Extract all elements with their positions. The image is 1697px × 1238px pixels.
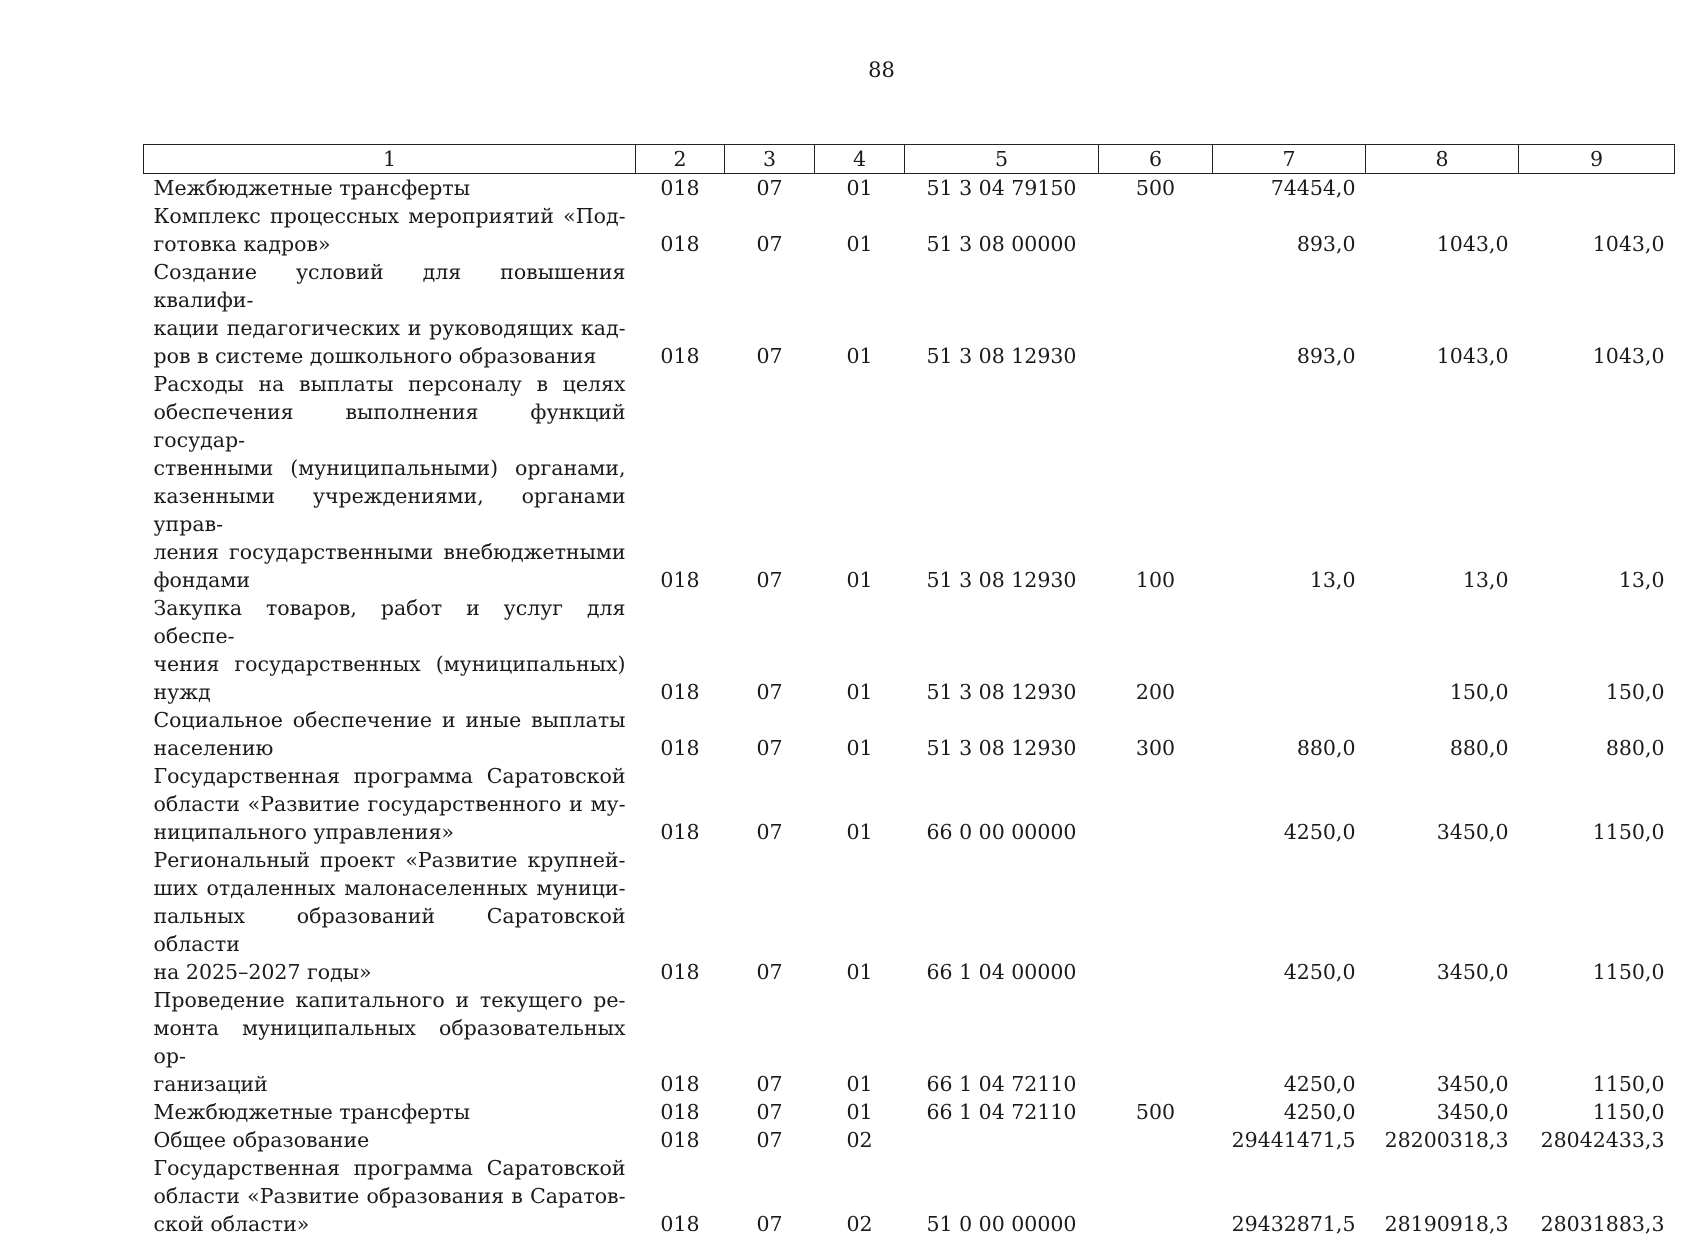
table-body <box>144 174 1675 1238</box>
row-name-line: ления государственными внебюджетными <box>154 538 626 566</box>
row-name-line: ственными (муниципальными) органами, <box>154 454 626 482</box>
amount-2025: 893,0 <box>1213 202 1366 258</box>
amount-2026: 3450,0 <box>1366 1098 1519 1126</box>
row-name-line: монта муниципальных образовательных ор- <box>154 1014 626 1070</box>
ministry-code: 018 <box>636 762 725 846</box>
table-row <box>144 846 1675 986</box>
subsection-code: 01 <box>815 174 905 203</box>
row-name <box>144 370 636 594</box>
ministry-code: 018 <box>636 202 725 258</box>
amount-2027: 150,0 <box>1519 594 1675 706</box>
section-code: 07 <box>725 594 815 706</box>
target-article-code <box>905 1126 1099 1154</box>
section-code: 07 <box>725 202 815 258</box>
amount-2026: 1043,0 <box>1366 202 1519 258</box>
subsection-code: 01 <box>815 1098 905 1126</box>
expense-type-code <box>1099 1126 1213 1154</box>
row-name-line: казенными учреждениями, органами управ- <box>154 482 626 538</box>
row-name-line: Создание условий для повышения квалифи- <box>154 258 626 314</box>
expense-type-code <box>1099 202 1213 258</box>
row-name-line: Государственная программа Саратовской <box>154 762 626 790</box>
amount-2026: 3450,0 <box>1366 762 1519 846</box>
column-header-5: 5 <box>905 145 1099 174</box>
subsection-code: 02 <box>815 1126 905 1154</box>
row-name <box>144 986 636 1098</box>
target-article-code: 51 3 08 00000 <box>905 202 1099 258</box>
row-name <box>144 594 636 706</box>
target-article-code: 51 3 08 12930 <box>905 706 1099 762</box>
row-name-line: Межбюджетные трансферты <box>154 1098 626 1126</box>
row-name-line: пальных образований Саратовской области <box>154 902 626 958</box>
section-code: 07 <box>725 706 815 762</box>
row-name-line: на 2025–2027 годы» <box>154 958 626 986</box>
subsection-code: 01 <box>815 706 905 762</box>
row-name-line: населению <box>154 734 626 762</box>
ministry-code: 018 <box>636 174 725 203</box>
amount-2027: 880,0 <box>1519 706 1675 762</box>
section-code: 07 <box>725 1126 815 1154</box>
amount-2026 <box>1366 174 1519 203</box>
table-row <box>144 258 1675 370</box>
amount-2026: 13,0 <box>1366 370 1519 594</box>
row-name-line: готовка кадров» <box>154 230 626 258</box>
expense-type-code <box>1099 846 1213 986</box>
ministry-code: 018 <box>636 1154 725 1238</box>
expense-type-code <box>1099 258 1213 370</box>
section-code: 07 <box>725 258 815 370</box>
row-name-line: ниципального управления» <box>154 818 626 846</box>
ministry-code: 018 <box>636 258 725 370</box>
row-name <box>144 1098 636 1126</box>
amount-2025: 893,0 <box>1213 258 1366 370</box>
amount-2025: 4250,0 <box>1213 762 1366 846</box>
row-name-line: кации педагогических и руководящих кад- <box>154 314 626 342</box>
target-article-code: 51 3 04 79150 <box>905 174 1099 203</box>
expense-type-code <box>1099 986 1213 1098</box>
subsection-code: 01 <box>815 846 905 986</box>
target-article-code: 51 3 08 12930 <box>905 370 1099 594</box>
row-name-line: ших отдаленных малонаселенных муници- <box>154 874 626 902</box>
table-row <box>144 202 1675 258</box>
amount-2026: 28200318,3 <box>1366 1126 1519 1154</box>
amount-2027: 1150,0 <box>1519 986 1675 1098</box>
amount-2025: 4250,0 <box>1213 1098 1366 1126</box>
header-row <box>144 145 1675 174</box>
table-row <box>144 594 1675 706</box>
section-code: 07 <box>725 762 815 846</box>
target-article-code: 51 0 00 00000 <box>905 1154 1099 1238</box>
table-header <box>144 145 1675 174</box>
row-name-line: чения государственных (муниципальных) <box>154 650 626 678</box>
target-article-code: 51 3 08 12930 <box>905 258 1099 370</box>
ministry-code: 018 <box>636 1098 725 1126</box>
target-article-code: 66 0 00 00000 <box>905 762 1099 846</box>
amount-2027: 28031883,3 <box>1519 1154 1675 1238</box>
amount-2025: 4250,0 <box>1213 846 1366 986</box>
amount-2027: 1150,0 <box>1519 1098 1675 1126</box>
table-row <box>144 706 1675 762</box>
amount-2026: 3450,0 <box>1366 846 1519 986</box>
row-name-line: обеспечения выполнения функций государ- <box>154 398 626 454</box>
amount-2025: 13,0 <box>1213 370 1366 594</box>
column-header-4: 4 <box>815 145 905 174</box>
column-header-1: 1 <box>144 145 636 174</box>
row-name-line: Государственная программа Саратовской <box>154 1154 626 1182</box>
row-name-line: Комплекс процессных мероприятий «Под- <box>154 202 626 230</box>
amount-2026: 150,0 <box>1366 594 1519 706</box>
row-name-line: Расходы на выплаты персоналу в целях <box>154 370 626 398</box>
subsection-code: 02 <box>815 1154 905 1238</box>
table-row <box>144 1126 1675 1154</box>
target-article-code: 66 1 04 00000 <box>905 846 1099 986</box>
section-code: 07 <box>725 986 815 1098</box>
table-row <box>144 370 1675 594</box>
row-name-line: ров в системе дошкольного образования <box>154 342 626 370</box>
budget-table <box>143 144 1675 1238</box>
amount-2025: 29441471,5 <box>1213 1126 1366 1154</box>
amount-2026: 28190918,3 <box>1366 1154 1519 1238</box>
row-name-line: Общее образование <box>154 1126 626 1154</box>
ministry-code: 018 <box>636 1126 725 1154</box>
row-name <box>144 1126 636 1154</box>
ministry-code: 018 <box>636 846 725 986</box>
subsection-code: 01 <box>815 202 905 258</box>
ministry-code: 018 <box>636 986 725 1098</box>
amount-2027: 1150,0 <box>1519 762 1675 846</box>
table-row <box>144 1154 1675 1238</box>
row-name-line: фондами <box>154 566 626 594</box>
row-name <box>144 258 636 370</box>
amount-2027: 13,0 <box>1519 370 1675 594</box>
amount-2026: 880,0 <box>1366 706 1519 762</box>
expense-type-code: 500 <box>1099 1098 1213 1126</box>
row-name-line: области «Развитие государственного и му- <box>154 790 626 818</box>
amount-2027: 1150,0 <box>1519 846 1675 986</box>
expense-type-code <box>1099 1154 1213 1238</box>
row-name-line: нужд <box>154 678 626 706</box>
column-header-7: 7 <box>1213 145 1366 174</box>
row-name <box>144 1154 636 1238</box>
row-name <box>144 846 636 986</box>
expense-type-code: 100 <box>1099 370 1213 594</box>
column-header-8: 8 <box>1366 145 1519 174</box>
target-article-code: 66 1 04 72110 <box>905 1098 1099 1126</box>
amount-2025: 880,0 <box>1213 706 1366 762</box>
section-code: 07 <box>725 370 815 594</box>
section-code: 07 <box>725 174 815 203</box>
amount-2027: 1043,0 <box>1519 202 1675 258</box>
row-name-line: Закупка товаров, работ и услуг для обеспе- <box>154 594 626 650</box>
amount-2026: 1043,0 <box>1366 258 1519 370</box>
subsection-code: 01 <box>815 370 905 594</box>
amount-2026: 3450,0 <box>1366 986 1519 1098</box>
expense-type-code <box>1099 762 1213 846</box>
ministry-code: 018 <box>636 370 725 594</box>
row-name-line: Региональный проект «Развитие крупней- <box>154 846 626 874</box>
ministry-code: 018 <box>636 594 725 706</box>
amount-2025: 29432871,5 <box>1213 1154 1366 1238</box>
column-header-6: 6 <box>1099 145 1213 174</box>
row-name <box>144 174 636 203</box>
column-header-9: 9 <box>1519 145 1675 174</box>
row-name-line: ской области» <box>154 1210 626 1238</box>
subsection-code: 01 <box>815 986 905 1098</box>
row-name-line: ганизаций <box>154 1070 626 1098</box>
amount-2027: 28042433,3 <box>1519 1126 1675 1154</box>
row-name <box>144 202 636 258</box>
table-row <box>144 986 1675 1098</box>
table-row <box>144 762 1675 846</box>
amount-2027 <box>1519 174 1675 203</box>
expense-type-code: 500 <box>1099 174 1213 203</box>
column-header-2: 2 <box>636 145 725 174</box>
target-article-code: 66 1 04 72110 <box>905 986 1099 1098</box>
amount-2025 <box>1213 594 1366 706</box>
row-name-line: области «Развитие образования в Саратов- <box>154 1182 626 1210</box>
section-code: 07 <box>725 846 815 986</box>
subsection-code: 01 <box>815 594 905 706</box>
target-article-code: 51 3 08 12930 <box>905 594 1099 706</box>
row-name-line: Межбюджетные трансферты <box>154 174 626 202</box>
ministry-code: 018 <box>636 706 725 762</box>
amount-2025: 74454,0 <box>1213 174 1366 203</box>
subsection-code: 01 <box>815 762 905 846</box>
column-header-3: 3 <box>725 145 815 174</box>
row-name-line: Социальное обеспечение и иные выплаты <box>154 706 626 734</box>
section-code: 07 <box>725 1098 815 1126</box>
expense-type-code: 200 <box>1099 594 1213 706</box>
row-name <box>144 706 636 762</box>
expense-type-code: 300 <box>1099 706 1213 762</box>
row-name <box>144 762 636 846</box>
amount-2027: 1043,0 <box>1519 258 1675 370</box>
page-number: 88 <box>0 58 1697 82</box>
amount-2025: 4250,0 <box>1213 986 1366 1098</box>
row-name-line: Проведение капитального и текущего ре- <box>154 986 626 1014</box>
table-row <box>144 1098 1675 1126</box>
table-row <box>144 174 1675 203</box>
section-code: 07 <box>725 1154 815 1238</box>
subsection-code: 01 <box>815 258 905 370</box>
